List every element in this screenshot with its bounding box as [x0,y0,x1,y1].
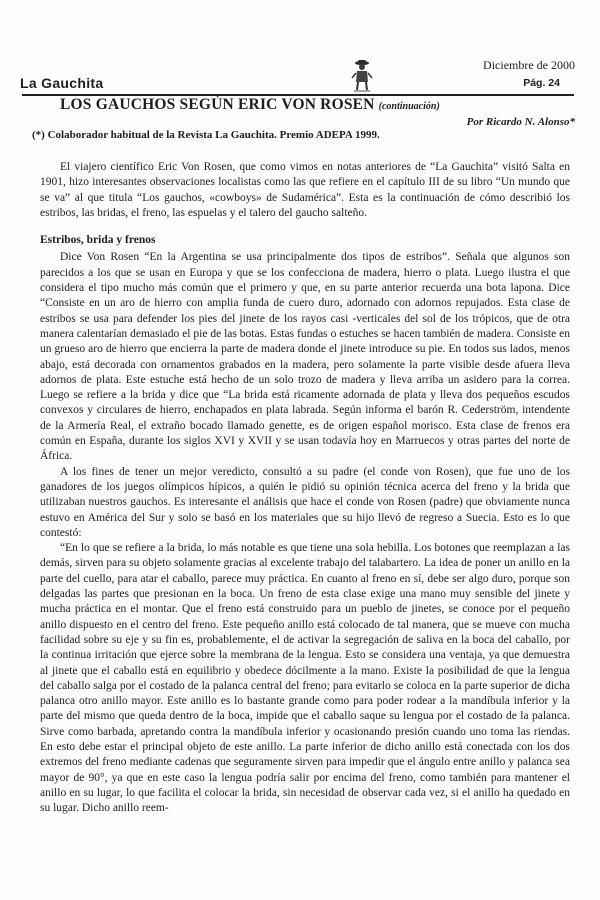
section-heading: Estribos, brida y frenos [40,234,156,247]
article-title [60,96,580,114]
issue-date: Diciembre de 2000 [483,58,575,72]
article-body [40,160,570,816]
body-paragraph: A los fines de tener un mejor veredicto, consultó a su padre (el conde von Rosen), que fue uno de los ganadores de los juegos olímpicos hípicos, a quién le pidió su opinión técnica acerca del freno y la brida que utilizaban nuestros gauchos. Es interesante el análisis que hace el conde von Rosen (padre) que obviamente nunca estuvo en América del Sur y solo se basó en los materiales que su hijo llevó de regreso a Suecia. Esto es lo que contestó: [40,465,570,539]
page-header [20,58,575,94]
article-title-text: LOS GAUCHOS SEGÚN ERIC VON ROSEN [60,96,375,113]
body-paragraph: “En lo que se refiere a la brida, lo más notable es que tiene una sola hebilla. Los botones que reemplazan a las demás, sirven para su objeto solamente gracias al excelente trabajo del talabartero. La idea de poner un anillo en la parte del cuello, para atar el caballo, parece muy práctica. En cuanto al freno en sí, debe ser algo duro, porque son delgadas las partes que presionan en la boca. Un freno de esta clase exige una mano muy sensible del jinete y mucha práctica en el montar. Que el freno está construido para un pueblo de jinetes, se conoce por el pequeño anillo dispuesto en el centro del freno. Este pequeño anillo está colocado de tal manera, que se mueve con mucha facilidad sobre su eje y su fin es, probablemente, el de activar la segregación de saliva en la boca del caballo, por la continua irritación que ejerce sobre la membrana de la lengua. Esto se considera una ventaja, ya que demuestra al jinete que el caballo está en equilibrio y obedece dócilmente a la mano. Existe la posibilidad de que la lengua del caballo salga por el costado de la palanca central del freno; para evitarlo se coloca en la parte superior de dicha palanca otro anillo mayor. Este anillo es lo bastante grande como para poder rodear a la mandíbula inferior y la parte del mismo que queda dentro de la boca, impide que el caballo saque su lengua por el costado de la palanca. Sirve como barbada, apretando contra la mandíbula inferior y ocasionando presión cuando uno toma las riendas. En esto debe estar el principal objeto de este anillo. La parte inferior de dicho anillo está conectada con los dos extremos del freno mediante cadenas que seguramente sirven para impedir que el ángulo entre anillo y palanca sea mayor de 90°, ya que en este caso la lengua podría salir por encima del freno, como también para mantener el anillo en su lugar, lo que facilita el colocar la brida, sin necesidad de observar cada vez, si el anillo ha quedado en su lugar. Dicho anillo reem- [40,542,570,815]
masthead-title: La Gauchita [20,75,104,91]
intro-paragraph: El viajero científico Eric Von Rosen, que como vimos en notas anteriores de “La Gauchita” visitó Salta en 1901, hizo interesantes observaciones localistas como las que refiere en el capítulo III de su libro “Un mundo que se va” al que titula “Los gauchos, «cowboys» de Sudamérica”. Esta es la continuación de cómo describió los estribos, las bridas, el freno, las espuelas y el talero del gaucho salteño. [40,161,570,219]
body-paragraph: Dice Von Rosen “En la Argentina se usa principalmente dos tipos de estribos”. Señala que algunos son parecidos a los que se usan en Europa y que se los confecciona de madera, hierro o plata. Luego ilustra el que considera el tipo mucho más común que el primero y que, en su parte anterior recuerda una bota lapona. Dice “Consiste en un aro de hierro con amplia funda de cuero duro, adornado con adornos repujados. Esta clase de estribos se usa para defender los pies del jinete de los rayos casi -verticales del sol de los trópicos, que de otra manera calentarían demasiado el pie de las botas. Estas fundas o estuches se hacen también de madera. Consiste en un grueso aro de hierro que encierra la parte de madera donde el jinete introduce su pie. En todos sus lados, menos abajo, está decorada con ornamentos grabados en la madera, pero solamente la parte visible desde afuera lleva adornos de plata. Este estuche está hecho de un solo trozo de madera y lleva arriba un asidero para la correa. Luego se refiere a la brida y dice que “La brida está ricamente adornada de plata y lleva dos pequeños escudos convexos y circulares de hierro, enchapados en plata labrada. Según informa el barón R. Cederström, intendente de la Armería Real, el extraño bocado llamado genette, es de origen español morisco. Esta clase de frenos era común en España, durante los siglos XVI y XVII y se usan todavía hoy en Marruecos y otras partes del norte de África. [40,251,570,463]
gaucho-figure-icon [350,58,374,92]
collaborator-note: (*) Colaborador habitual de la Revista La Gauchita. Premio ADEPA 1999. [32,129,380,141]
article-byline: Por Ricardo N. Alonso* [466,116,575,128]
page-number: Pág. 24 [523,77,560,89]
continuation-label: (continuación) [378,101,440,112]
